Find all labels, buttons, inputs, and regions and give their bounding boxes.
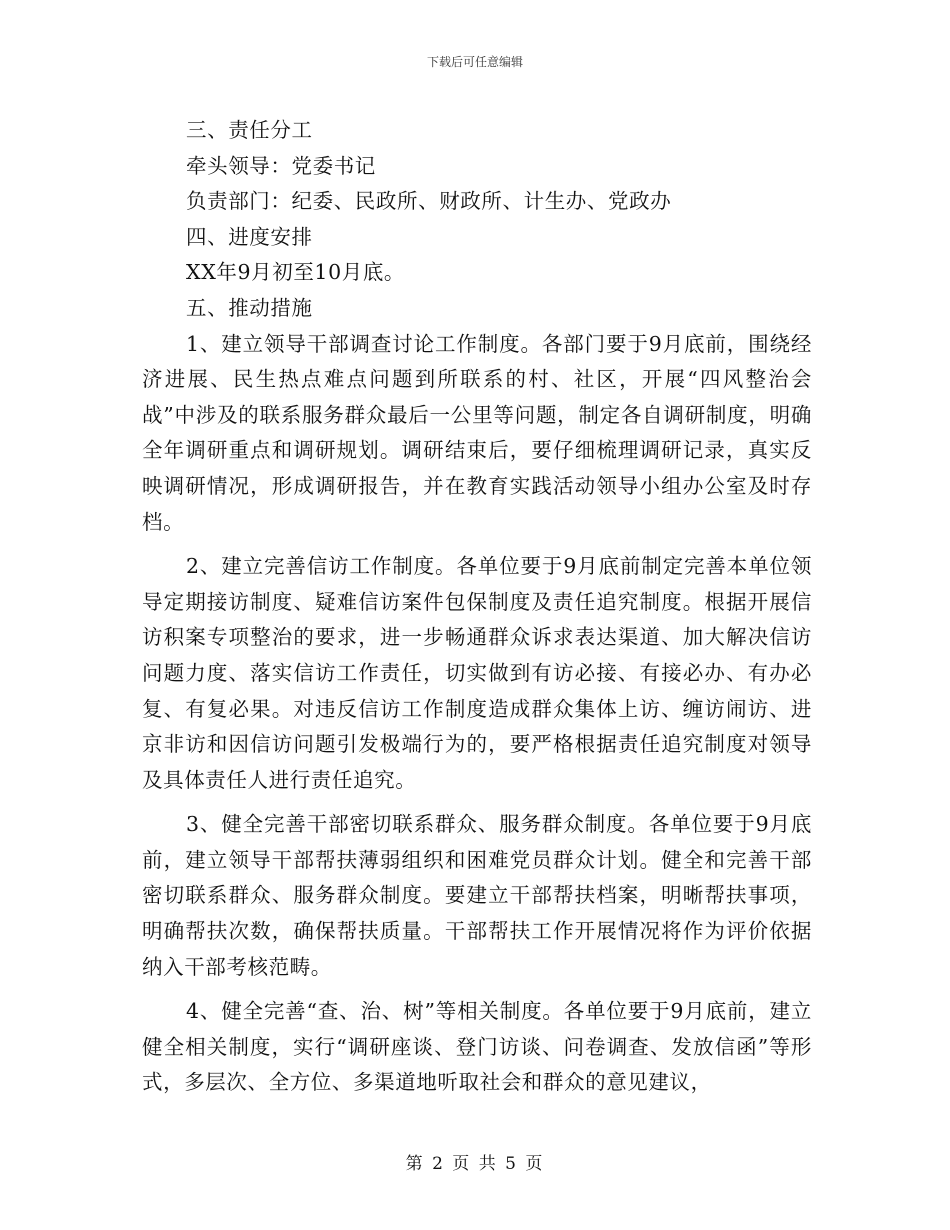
measure-paragraph-2: 2、建立完善信访工作制度。各单位要于9月底前制定完善本单位领导定期接访制度、疑难信访案件包保制度及责任追究制度。根据开展信访积案专项整治的要求，进一步畅通群众诉求表达渠道、加大解决信访问题力度、落实信访工作责任，切实做到有访必接、有接必办、有办必复、有复必果。对违反信访工作制度造成群众集体上访、缠访闹访、进京非访和因信访问题引发极端行为的，要严格根据责任追究制度对领导及具体责任人进行责任追究。 — [142, 554, 812, 792]
measure-paragraph-1: 1、建立领导干部调查讨论工作制度。各部门要于9月底前，围绕经济进展、民生热点难点问题到所联系的村、社区，开展“四风整治会战”中涉及的联系服务群众最后一公里等问题，制定各自调研制度，明确全年调研重点和调研规划。调研结束后，要仔细梳理调研记录，真实反映调研情况，形成调研报告，并在教育实践活动领导小组办公室及时存档。 — [142, 331, 812, 534]
section-heading-responsibility: 三、责任分工 — [186, 118, 313, 142]
measure-paragraph-4: 4、健全完善“查、治、树”等相关制度。各单位要于9月底前，建立健全相关制度，实行“调研座谈、登门访谈、问卷调查、发放信函”等形式，多层次、全方位、多渠道地听取社会和群众的意见建议， — [142, 999, 812, 1095]
document-body — [142, 113, 812, 1101]
responsible-departments-line: 负责部门：纪委、民政所、财政所、计生办、党政办 — [186, 189, 672, 214]
section-heading-schedule: 四、进度安排 — [186, 224, 313, 249]
page-header: 下载后可任意编辑 — [426, 55, 523, 69]
section-heading-measures: 五、推动措施 — [186, 295, 313, 320]
schedule-line: XX年9月初至10月底。 — [186, 260, 406, 285]
page-footer: 第 2 页 共 5 页 — [405, 1154, 545, 1174]
measure-paragraph-3: 3、健全完善干部密切联系群众、服务群众制度。各单位要于9月底前，建立领导干部帮扶薄弱组织和困难党员群众计划。健全和完善干部密切联系群众、服务群众制度。要建立干部帮扶档案，明晰帮扶事项，明确帮扶次数，确保帮扶质量。干部帮扶工作开展情况将作为评价依据纳入干部考核范畴。 — [142, 812, 812, 979]
lead-leader-line: 牵头领导：党委书记 — [186, 153, 376, 178]
